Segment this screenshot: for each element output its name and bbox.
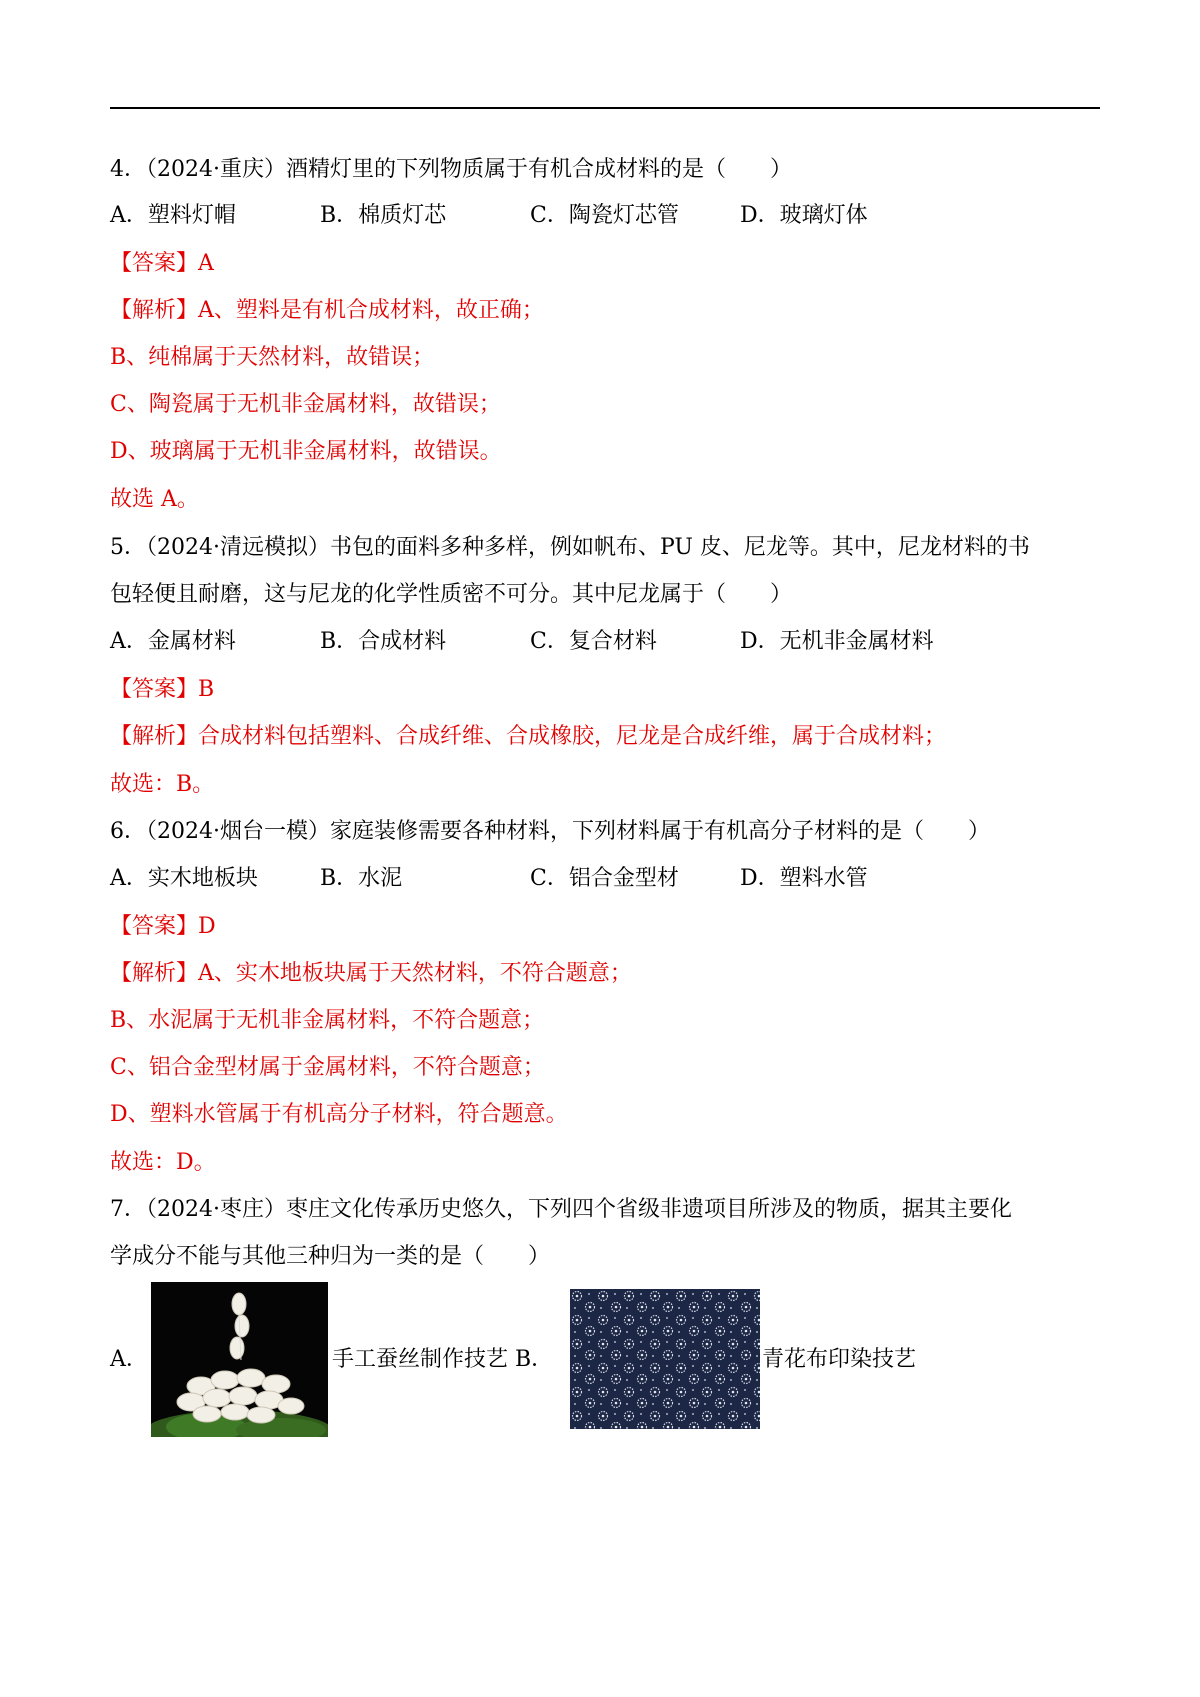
question-6-analysis-line: 故选：D。 bbox=[110, 1150, 216, 1175]
question-7-option-a-text: 手工蚕丝制作技艺 B． bbox=[332, 1347, 554, 1372]
question-5-answer: 【答案】B bbox=[110, 677, 215, 702]
question-4-analysis-line: 故选 A。 bbox=[110, 487, 199, 512]
option-d: D．塑料水管 bbox=[740, 866, 868, 891]
question-7-option-a-label: A． bbox=[110, 1347, 148, 1372]
question-7-stem-line: 7．（2024·枣庄）枣庄文化传承历史悠久，下列四个省级非遗项目所涉及的物质，据其主要化 bbox=[110, 1197, 1012, 1222]
blue-print-fabric-image bbox=[570, 1289, 760, 1429]
question-6-analysis-line: C、铝合金型材属于金属材料，不符合题意； bbox=[110, 1055, 545, 1080]
option-c: C．铝合金型材 bbox=[530, 866, 679, 891]
question-4-analysis-line: B、纯棉属于天然材料，故错误； bbox=[110, 345, 435, 370]
header-rule bbox=[110, 107, 1100, 109]
question-7-stem-line: 学成分不能与其他三种归为一类的是（ ） bbox=[110, 1244, 551, 1269]
option-d: D．无机非金属材料 bbox=[740, 629, 934, 654]
option-a: A．实木地板块 bbox=[110, 866, 258, 891]
option-c: C．陶瓷灯芯管 bbox=[530, 203, 679, 228]
question-6-analysis-line: D、塑料水管属于有机高分子材料，符合题意。 bbox=[110, 1102, 568, 1127]
question-7-option-b-text: 青花布印染技艺 bbox=[762, 1347, 917, 1372]
question-6-stem: 6．（2024·烟台一模）家庭装修需要各种材料，下列材料属于有机高分子材料的是（ ） bbox=[110, 819, 990, 844]
question-6-analysis-line: 【解析】A、实木地板块属于天然材料，不符合题意； bbox=[110, 961, 632, 986]
option-b: B．棉质灯芯 bbox=[320, 203, 447, 228]
question-4-answer: 【答案】A bbox=[110, 251, 214, 276]
question-6-answer: 【答案】D bbox=[110, 914, 216, 939]
option-a: A．塑料灯帽 bbox=[110, 203, 236, 228]
question-5-analysis-line: 【解析】合成材料包括塑料、合成纤维、合成橡胶，尼龙是合成纤维，属于合成材料； bbox=[110, 724, 947, 749]
option-b: B．水泥 bbox=[320, 866, 403, 891]
option-d: D．玻璃灯体 bbox=[740, 203, 868, 228]
question-4-stem: 4．（2024·重庆）酒精灯里的下列物质属于有机合成材料的是（ ） bbox=[110, 157, 792, 182]
question-4-analysis-line: D、玻璃属于无机非金属材料，故错误。 bbox=[110, 439, 502, 464]
question-5-stem-line: 5．（2024·清远模拟）书包的面料多种多样，例如帆布、PU 皮、尼龙等。其中，尼龙材料的书 bbox=[110, 535, 1030, 560]
question-5-stem-line: 包轻便且耐磨，这与尼龙的化学性质密不可分。其中尼龙属于（ ） bbox=[110, 582, 793, 607]
option-a: A．金属材料 bbox=[110, 629, 236, 654]
question-5-analysis-line: 故选：B。 bbox=[110, 772, 215, 797]
silk-cocoon-image bbox=[151, 1282, 328, 1437]
question-5-options bbox=[110, 627, 1090, 657]
option-c: C．复合材料 bbox=[530, 629, 657, 654]
question-6-analysis-line: B、水泥属于无机非金属材料，不符合题意； bbox=[110, 1008, 545, 1033]
question-4-options bbox=[110, 201, 1090, 231]
question-4-analysis-line: C、陶瓷属于无机非金属材料，故错误； bbox=[110, 392, 501, 417]
question-4-analysis-line: 【解析】A、塑料是有机合成材料，故正确； bbox=[110, 298, 544, 323]
question-6-options bbox=[110, 864, 1090, 894]
option-b: B．合成材料 bbox=[320, 629, 447, 654]
